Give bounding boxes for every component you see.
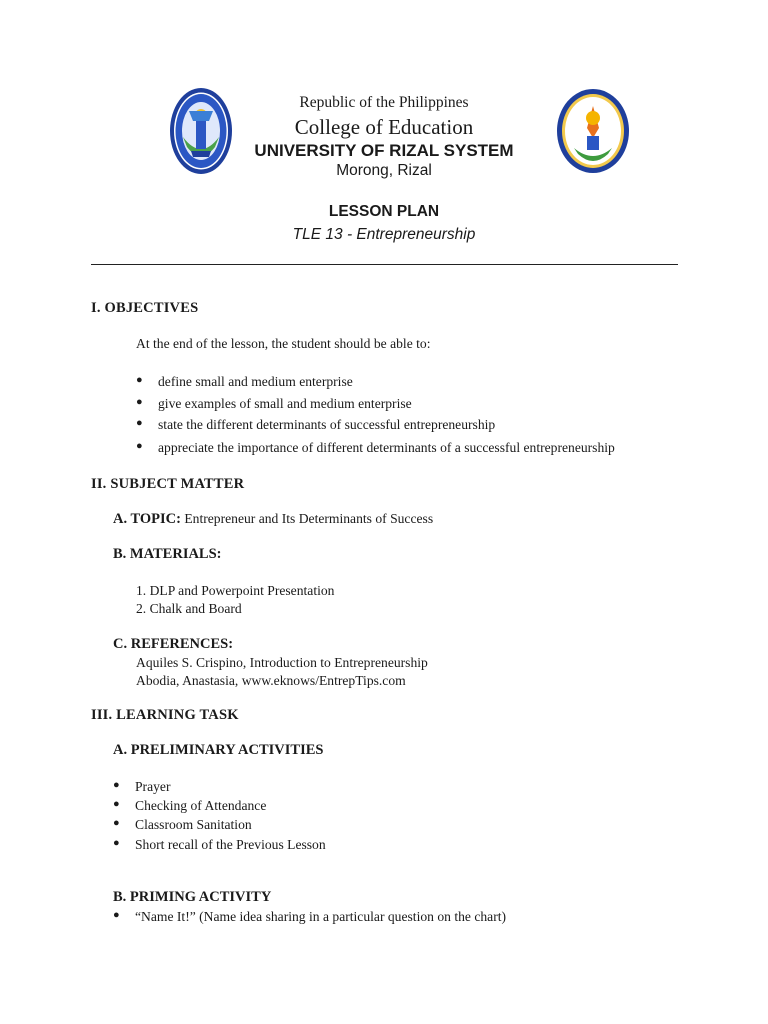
prelim-item-3: Classroom Sanitation — [135, 817, 252, 832]
objective-1: define small and medium enterprise — [158, 374, 353, 389]
prelim-item-4: Short recall of the Previous Lesson — [135, 837, 326, 852]
bullet-icon: ● — [113, 837, 120, 849]
bullet-icon: ● — [136, 396, 143, 408]
topic-line — [113, 511, 433, 528]
topic-label: A. TOPIC: — [113, 511, 181, 527]
bullet-icon: ● — [136, 374, 143, 386]
material-2: 2. Chalk and Board — [136, 601, 242, 616]
objectives-heading: I. OBJECTIVES — [91, 300, 199, 316]
college-name: College of Education — [294, 115, 474, 139]
priming-activity-label: B. PRIMING ACTIVITY — [113, 889, 272, 905]
location-line: Morong, Rizal — [336, 162, 432, 179]
document-title: LESSON PLAN — [328, 203, 440, 220]
header-divider — [91, 264, 678, 265]
objective-2: give examples of small and medium enterprise — [158, 396, 412, 411]
bullet-icon: ● — [113, 909, 120, 921]
bullet-icon: ● — [136, 440, 143, 452]
preliminary-activities-label: A. PRELIMINARY ACTIVITIES — [113, 742, 324, 758]
materials-label: B. MATERIALS: — [113, 546, 222, 562]
reference-2: Abodia, Anastasia, www.eknows/EntrepTips.com — [136, 673, 406, 688]
bullet-icon: ● — [136, 417, 143, 429]
topic-value: Entrepreneur and Its Determinants of Success — [184, 511, 434, 526]
bullet-icon: ● — [113, 798, 120, 810]
reference-1: Aquiles S. Crispino, Introduction to Entrepreneurship — [136, 655, 428, 670]
priming-item-1: “Name It!” (Name idea sharing in a particular question on the chart) — [135, 909, 507, 924]
subject-matter-heading: II. SUBJECT MATTER — [91, 476, 245, 492]
bullet-icon: ● — [113, 817, 120, 829]
objectives-intro: At the end of the lesson, the student should be able to: — [136, 336, 431, 351]
bullet-icon: ● — [113, 779, 120, 791]
document-subtitle: TLE 13 - Entrepreneurship — [292, 226, 476, 243]
objective-4: appreciate the importance of different determinants of a successful entrepreneurship — [158, 440, 615, 455]
prelim-item-2: Checking of Attendance — [135, 798, 267, 813]
country-line: Republic of the Philippines — [299, 94, 469, 111]
objective-3: state the different determinants of successful entrepreneurship — [158, 417, 496, 432]
university-name: UNIVERSITY OF RIZAL SYSTEM — [254, 141, 514, 160]
references-label: C. REFERENCES: — [113, 636, 234, 652]
learning-task-heading: III. LEARNING TASK — [91, 707, 239, 723]
prelim-item-1: Prayer — [135, 779, 171, 794]
material-1: 1. DLP and Powerpoint Presentation — [136, 583, 335, 598]
